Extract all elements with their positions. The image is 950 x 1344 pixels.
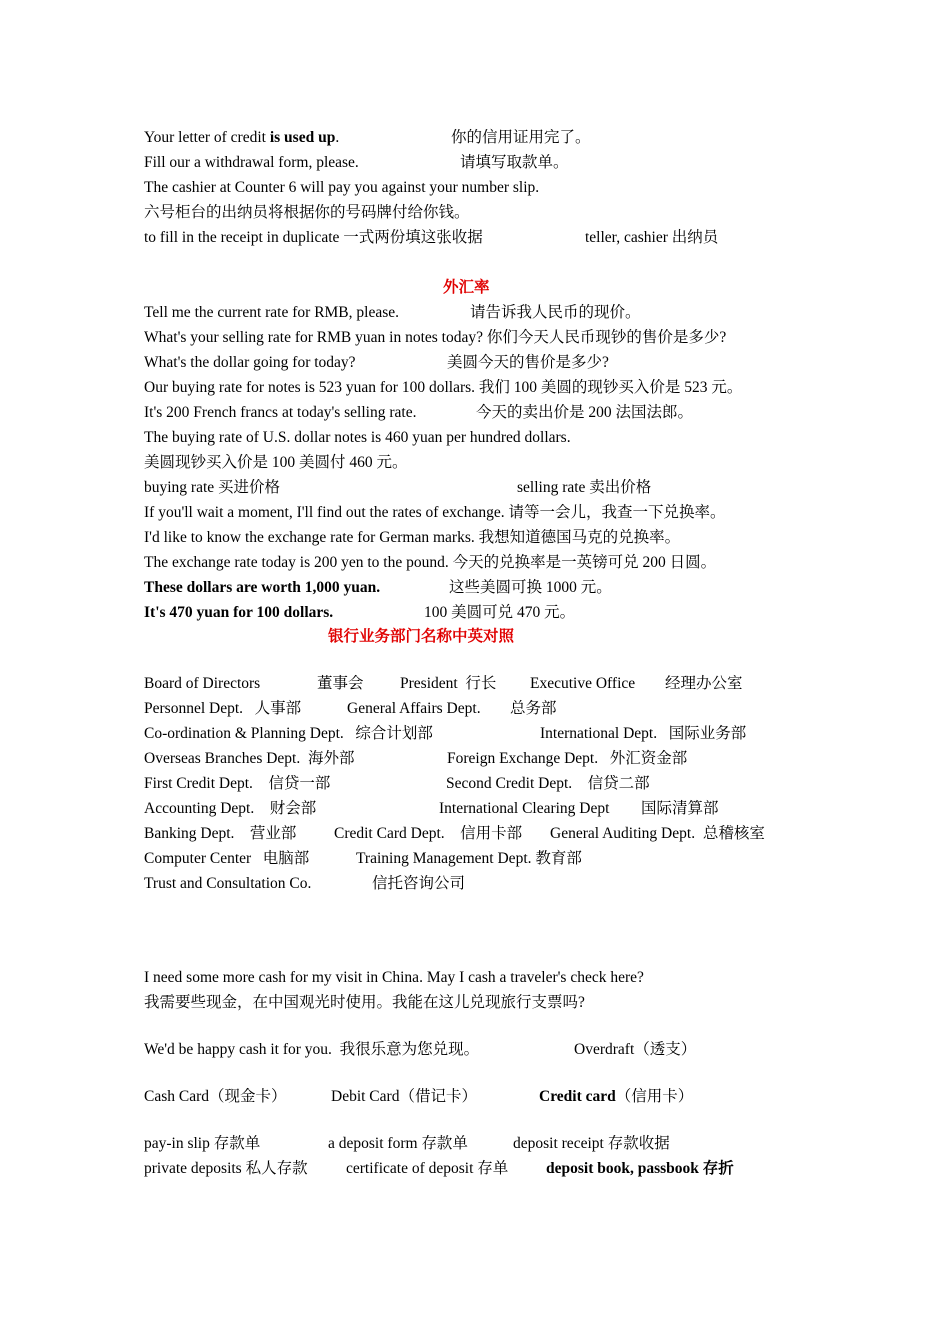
dept-row: [144, 724, 747, 744]
text-line: 美圆现钞买入价是 100 美圆付 460 元。: [144, 454, 408, 471]
text-line: [144, 128, 591, 148]
text-line: [144, 1134, 670, 1154]
dept-name: Banking Dept. 营业部: [144, 825, 297, 842]
line-text: [144, 128, 339, 148]
dept-name: 总务部: [510, 700, 557, 717]
text-span: （信用卡）: [615, 1088, 694, 1105]
text-line: What's your selling rate for RMB yuan in notes today? 你们今天人民币现钞的售价是多少?: [144, 329, 727, 346]
card-types-row: [144, 1087, 694, 1107]
dept-name: Overseas Branches Dept. 海外部: [144, 750, 355, 767]
dept-name: Executive Office: [530, 675, 636, 692]
line-text: Overdraft（透支）: [574, 1041, 697, 1058]
dept-name: President 行长: [400, 675, 497, 692]
dept-name: First Credit Dept. 信贷一部: [144, 775, 331, 792]
line-text: Fill our a withdrawal form, please.: [144, 154, 359, 171]
dept-name: 国际清算部: [641, 800, 719, 817]
section-heading: 外汇率: [443, 279, 490, 296]
dept-row: [144, 674, 743, 694]
dept-row: [144, 849, 582, 869]
dept-row: [144, 749, 688, 769]
dept-name: 董事会: [317, 675, 364, 692]
chinese-text: 这些美圆可换 1000 元。: [449, 579, 612, 596]
line-text: We'd be happy cash it for you. 我很乐意为您兑现。: [144, 1041, 480, 1058]
card-type: Debit Card（借记卡）: [331, 1088, 477, 1105]
line-text: What's the dollar going for today?: [144, 354, 356, 371]
dept-name: International Dept. 国际业务部: [540, 725, 747, 742]
line-text: buying rate 买进价格: [144, 479, 281, 496]
text-line: [144, 353, 609, 373]
text-line: I'd like to know the exchange rate for German marks. 我想知道德国马克的兑换率。: [144, 529, 681, 546]
text-line: [144, 478, 652, 498]
dept-name: Personnel Dept. 人事部: [144, 700, 302, 717]
bold-text: These dollars are worth 1,000 yuan.: [144, 579, 381, 596]
line-text: selling rate 卖出价格: [517, 479, 652, 496]
text-span: Your letter of credit: [144, 129, 270, 146]
dept-name: 经理办公室: [665, 675, 743, 692]
dept-name: Trust and Consultation Co.: [144, 875, 312, 892]
chinese-text: 美圆今天的售价是多少?: [447, 354, 609, 371]
text-line: [144, 403, 694, 423]
text-line: The exchange rate today is 200 yen to the pound. 今天的兑换率是一英镑可兑 200 日圆。: [144, 554, 717, 571]
text-line: [144, 153, 569, 173]
dept-name: General Auditing Dept. 总稽核室: [550, 825, 765, 842]
card-type: Cash Card（现金卡）: [144, 1088, 287, 1105]
dept-name: Credit Card Dept. 信用卡部: [334, 825, 523, 842]
chinese-text: 你的信用证用完了。: [451, 129, 591, 146]
text-line: The buying rate of U.S. dollar notes is 460 yuan per hundred dollars.: [144, 429, 571, 446]
dept-row: [144, 774, 650, 794]
dept-name: General Affairs Dept.: [347, 700, 481, 717]
bold-term: deposit book, passbook 存折: [546, 1160, 734, 1177]
text-span: .: [335, 129, 340, 146]
dept-name: International Clearing Dept: [439, 800, 610, 817]
line-text: Tell me the current rate for RMB, please.: [144, 304, 400, 321]
dept-row: [144, 799, 719, 819]
dept-row: [144, 874, 466, 894]
dept-name: Accounting Dept. 财会部: [144, 800, 317, 817]
dept-name: Training Management Dept. 教育部: [356, 850, 582, 867]
dept-name: Co-ordination & Planning Dept. 综合计划部: [144, 725, 433, 742]
line-text: to fill in the receipt in duplicate 一式两份填这张收据: [144, 229, 483, 246]
term: certificate of deposit 存单: [346, 1160, 509, 1177]
text-line: I need some more cash for my visit in China. May I cash a traveler's check here?: [144, 969, 644, 986]
term: pay-in slip 存款单: [144, 1135, 261, 1152]
dept-row: [144, 824, 765, 844]
dept-name: Foreign Exchange Dept. 外汇资金部: [447, 750, 688, 767]
chinese-text: 100 美圆可兑 470 元。: [424, 604, 576, 621]
dept-name: Computer Center 电脑部: [144, 850, 310, 867]
text-line: [144, 1040, 697, 1060]
dept-name: 信托咨询公司: [372, 875, 466, 892]
text-line: The cashier at Counter 6 will pay you against your number slip.: [144, 179, 540, 196]
text-line: Our buying rate for notes is 523 yuan for 100 dollars. 我们 100 美圆的现钞买入价是 523 元。: [144, 379, 743, 396]
line-text: teller, cashier 出纳员: [585, 229, 719, 246]
dept-name: Board of Directors: [144, 675, 261, 692]
text-line: [144, 303, 641, 323]
bold-text: is used up: [269, 129, 336, 146]
card-type: [539, 1087, 693, 1107]
bold-text: Credit card: [539, 1088, 616, 1105]
text-line: [144, 603, 576, 623]
bold-text: It's 470 yuan for 100 dollars.: [144, 604, 334, 621]
chinese-text: 请填写取款单。: [460, 154, 569, 171]
text-line: 六号柜台的出纳员将根据你的号码牌付给你钱。: [144, 204, 470, 221]
text-line: If you'll wait a moment, I'll find out the rates of exchange. 请等一会儿，我查一下兑换率。: [144, 504, 726, 521]
term: deposit receipt 存款收据: [513, 1135, 670, 1152]
dept-row: [144, 699, 557, 719]
chinese-text: 请告诉我人民币的现价。: [470, 304, 641, 321]
text-line: [144, 228, 719, 248]
term: private deposits 私人存款: [144, 1160, 308, 1177]
text-line: [144, 1159, 734, 1179]
text-line: 我需要些现金，在中国观光时使用。我能在这儿兑现旅行支票吗?: [144, 994, 585, 1011]
line-text: It's 200 French francs at today's selling rate.: [144, 404, 417, 421]
section-heading: 银行业务部门名称中英对照: [328, 628, 515, 645]
text-line: [144, 578, 612, 598]
dept-name: Second Credit Dept. 信贷二部: [446, 775, 650, 792]
chinese-text: 今天的卖出价是 200 法国法郎。: [476, 404, 694, 421]
term: a deposit form 存款单: [328, 1135, 468, 1152]
